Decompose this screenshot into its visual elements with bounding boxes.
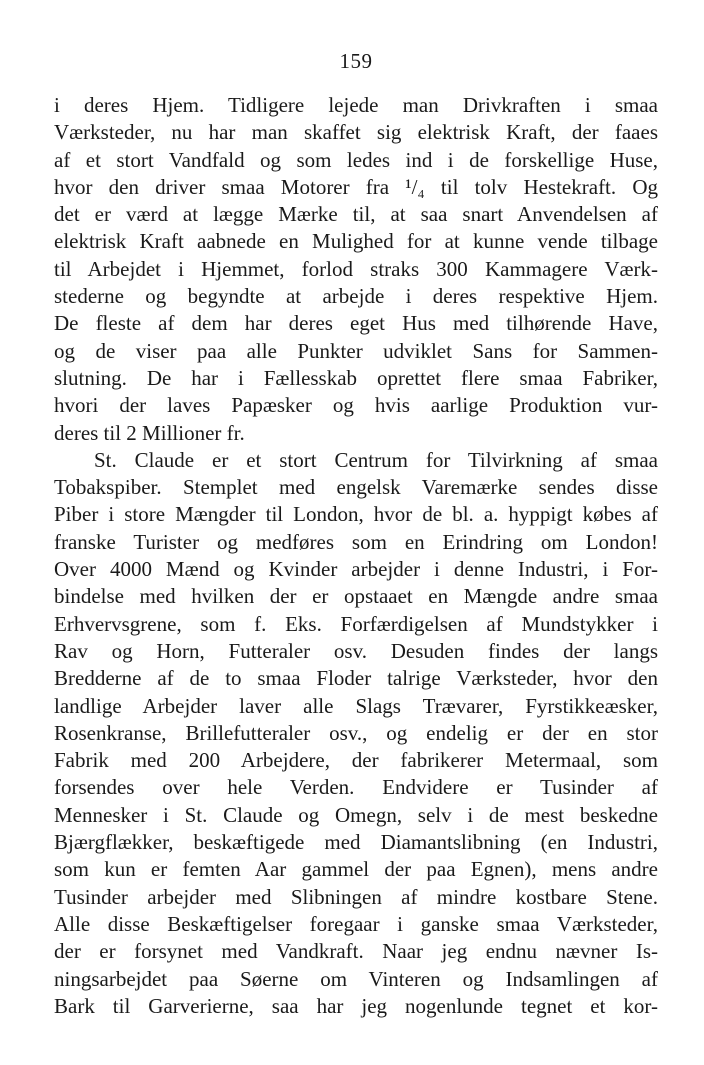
text-line: Rosenkranse, Brillefutteraler osv., og endelig er der en stor: [54, 720, 658, 745]
text-line: til Arbejdet i Hjemmet, forlod straks 300 Kammagere Værk-: [54, 256, 658, 281]
text-line: i deres Hjem. Tidligere lejede man Drivkraften i smaa: [54, 93, 658, 117]
text-line: Erhvervsgrene, som f. Eks. Forfærdigelsen af Mundstykker i: [54, 611, 658, 636]
text-line: Bjærgflækker, beskæftigede med Diamantslibning (en Industri,: [54, 830, 658, 855]
text-line: som kun er femten Aar gammel der paa Egnen), mens andre: [54, 857, 658, 882]
text-line: franske Turister og medføres som en Erindring om London!: [54, 529, 658, 554]
body-text: [54, 92, 658, 1020]
text-line: Værksteder, nu har man skaffet sig elektrisk Kraft, der faaes: [54, 120, 658, 145]
text-line: deres til 2 Millioner fr.: [54, 420, 245, 445]
text-line: St. Claude er et stort Centrum for Tilvirkning af smaa: [94, 447, 658, 472]
text-line: bindelse med hvilken der er opstaaet en Mængde andre smaa: [54, 584, 658, 609]
text-line: Over 4000 Mænd og Kvinder arbejder i denne Industri, i For-: [54, 557, 658, 582]
text-line: forsendes over hele Verden. Endvidere er Tusinder af: [54, 775, 658, 800]
text-line: der er forsynet med Vandkraft. Naar jeg endnu nævner Is-: [54, 939, 658, 964]
text-line: Alle disse Beskæftigelser foregaar i ganske smaa Værksteder,: [54, 911, 658, 936]
text-line: Tusinder arbejder med Slibningen af mindre kostbare Stene.: [54, 884, 658, 909]
text-line: elektrisk Kraft aabnede en Mulighed for at kunne vende tilbage: [54, 229, 658, 254]
text-line: Bredderne af de to smaa Floder talrige Værksteder, hvor den: [54, 666, 658, 691]
book-page: [54, 46, 658, 1020]
text-line: hvori der laves Papæsker og hvis aarlige Produktion vur-: [54, 393, 658, 418]
text-line: hvor den driver smaa Motorer fra ¹/₄ til tolv Hestekraft. Og: [54, 174, 658, 199]
text-line: landlige Arbejder laver alle Slags Trævarer, Fyrstikkeæsker,: [54, 693, 658, 718]
page-number: 159: [339, 49, 373, 73]
text-line: Rav og Horn, Futteraler osv. Desuden findes der langs: [54, 638, 658, 663]
text-line: De fleste af dem har deres eget Hus med tilhørende Have,: [54, 311, 658, 336]
text-line: det er værd at lægge Mærke til, at saa snart Anvendelsen af: [54, 202, 658, 227]
text-line: slutning. De har i Fællesskab oprettet flere smaa Fabriker,: [54, 365, 658, 390]
text-line: Tobakspiber. Stemplet med engelsk Varemærke sendes disse: [54, 475, 658, 500]
text-line: af et stort Vandfald og som ledes ind i de forskellige Huse,: [54, 147, 658, 172]
text-line: stederne og begyndte at arbejde i deres respektive Hjem.: [54, 284, 658, 309]
text-line: og de viser paa alle Punkter udviklet Sans for Sammen-: [54, 338, 658, 363]
text-line: Fabrik med 200 Arbejdere, der fabrikerer Metermaal, som: [54, 748, 658, 773]
text-line: Bark til Garverierne, saa har jeg nogenlunde tegnet et kor-: [54, 993, 658, 1018]
text-line: Mennesker i St. Claude og Omegn, selv i de mest beskedne: [54, 802, 658, 827]
text-line: Piber i store Mængder til London, hvor de bl. a. hyppigt købes af: [54, 502, 658, 527]
text-line: ningsarbejdet paa Søerne om Vinteren og Indsamlingen af: [54, 966, 658, 991]
